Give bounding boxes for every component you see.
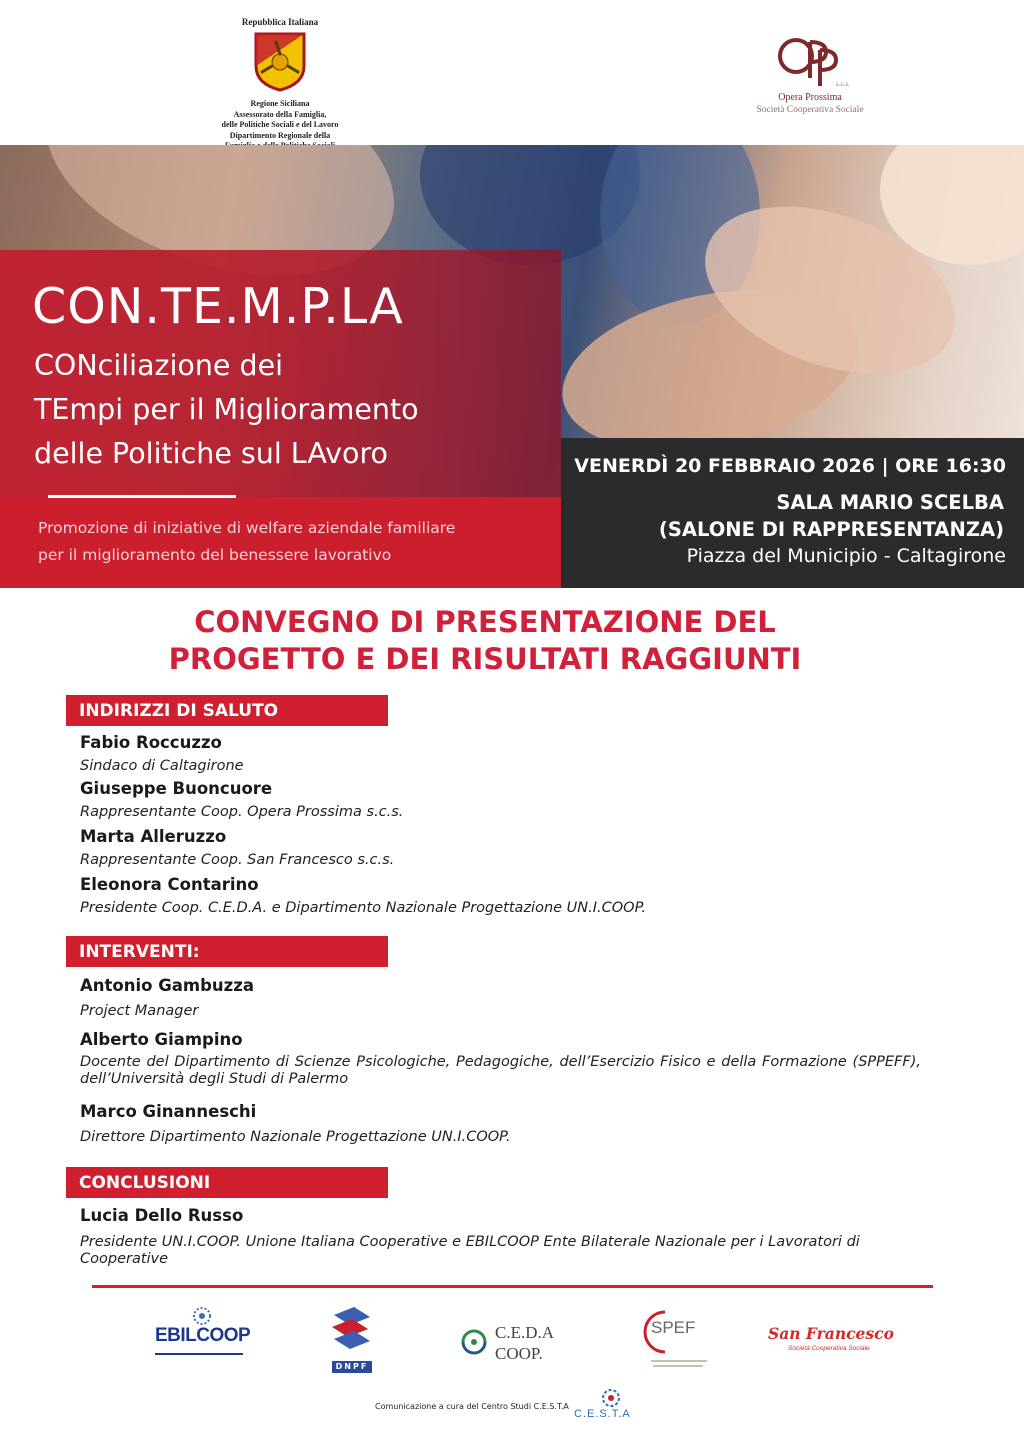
ebilcoop-logo <box>155 1307 250 1363</box>
hero-divider <box>48 495 236 498</box>
dnpf-emblem-icon <box>328 1305 376 1359</box>
trinacria-emblem-icon <box>250 30 310 92</box>
speaker-name: Giuseppe Buoncuore <box>80 779 273 798</box>
sppeff-wordmark: SPEF <box>651 1318 696 1337</box>
project-subtitle-line: delle Politiche sul LAvoro <box>34 437 388 470</box>
ceda-line: C.E.D.A <box>495 1323 555 1342</box>
conference-heading-line: PROGETTO E DEI RISULTATI RAGGIUNTI <box>168 642 802 676</box>
speaker-role: Project Manager <box>80 1003 199 1019</box>
opp-scs-label: s.c.s. <box>836 80 850 88</box>
project-description <box>38 515 538 569</box>
san-francesco-logo <box>768 1324 894 1356</box>
event-address: Piazza del Municipio - Caltagirone <box>686 545 1006 567</box>
ebilcoop-wordmark: EBILCOOP <box>155 1325 251 1346</box>
ceda-wordmark <box>495 1322 554 1364</box>
footer-credit: Comunicazione a cura del Centro Studi C.E.S.T.A <box>375 1402 569 1411</box>
cesta-target-icon <box>596 1388 626 1408</box>
event-venue-line: (SALONE DI RAPPRESENTANZA) <box>658 518 1004 541</box>
event-date-time: VENERDÌ 20 FEBBRAIO 2026 | ORE 16:30 <box>574 455 1006 477</box>
speaker-name: Antonio Gambuzza <box>80 976 254 995</box>
project-subtitle-line: TEmpi per il Miglioramento <box>34 393 419 426</box>
ceda-line: COOP. <box>495 1344 543 1363</box>
event-venue-line: SALA MARIO SCELBA <box>776 491 1004 514</box>
project-description-line: Promozione di iniziative di welfare aziendale familiare <box>38 519 456 537</box>
speaker-name: Lucia Dello Russo <box>80 1206 244 1225</box>
ceda-swirl-icon <box>455 1322 493 1360</box>
region-sicily-logo <box>205 16 355 152</box>
project-subtitle <box>34 344 554 476</box>
ebilcoop-underline <box>155 1353 243 1355</box>
speaker-name: Marta Alleruzzo <box>80 827 227 846</box>
project-description-line: per il miglioramento del benessere lavorativo <box>38 546 392 564</box>
opp-name: Opera Prossima <box>778 92 842 103</box>
ebilcoop-dots-icon <box>188 1307 216 1325</box>
opera-prossima-logo <box>730 34 890 116</box>
speaker-role: Sindaco di Caltagirone <box>80 758 244 774</box>
speaker-name: Fabio Roccuzzo <box>80 733 222 752</box>
project-subtitle-line: CONciliazione dei <box>34 349 284 382</box>
footer-divider <box>92 1285 933 1288</box>
region-line: Assessorato della Famiglia, <box>233 109 327 119</box>
section-header-interventi: INTERVENTI: <box>66 936 388 967</box>
event-venue <box>659 489 1004 543</box>
speaker-role: Rappresentante Coop. Opera Prossima s.c.s. <box>80 804 404 820</box>
san-francesco-wordmark: San Francesco <box>768 1324 894 1343</box>
dnpf-label: DNPF <box>332 1361 372 1373</box>
dnpf-logo <box>328 1305 376 1375</box>
speaker-role: Direttore Dipartimento Nazionale Progettazione UN.I.COOP. <box>80 1129 511 1145</box>
speaker-role: Presidente UN.I.COOP. Unione Italiana Cooperative e EBILCOOP Ente Bilaterale Nazionale per i Lavoratori di Cooperative <box>80 1234 860 1267</box>
section-header-conclusioni: CONCLUSIONI <box>66 1167 388 1198</box>
opp-subtitle: Società Cooperativa Sociale <box>756 105 864 115</box>
region-line: delle Politiche Sociali e del Lavoro <box>221 120 339 130</box>
speaker-role: Docente del Dipartimento di Scienze Psicologiche, Pedagogiche, dell’Esercizio Fisico e della Formazione (SPPEFF), dell’Università degli Studi di Palermo <box>80 1054 921 1087</box>
speaker-name: Marco Ginanneschi <box>80 1102 257 1121</box>
speaker-name: Alberto Giampino <box>80 1030 243 1049</box>
region-line: Regione Siciliana <box>250 99 310 108</box>
region-line: Dipartimento Regionale della <box>229 130 331 140</box>
cesta-logo <box>574 1388 654 1428</box>
cesta-wordmark: C.E.S.T.A <box>574 1408 631 1420</box>
opp-monogram-icon <box>770 34 850 92</box>
speaker-role: Rappresentante Coop. San Francesco s.c.s. <box>80 852 395 868</box>
project-title: CON.TE.M.P.LA <box>32 278 404 335</box>
speaker-name: Eleonora Contarino <box>80 875 259 894</box>
region-republic-label: Repubblica Italiana <box>241 17 319 27</box>
section-header-saluto: INDIRIZZI DI SALUTO <box>66 695 388 726</box>
event-info-panel <box>561 438 1024 588</box>
conference-heading <box>0 604 970 678</box>
conference-heading-line: CONVEGNO DI PRESENTAZIONE DEL <box>194 605 776 639</box>
speaker-role: Presidente Coop. C.E.D.A. e Dipartimento Nazionale Progettazione UN.I.COOP. <box>80 900 646 916</box>
sppeff-logo <box>643 1308 713 1372</box>
san-francesco-subtitle: Società Cooperativa Sociale <box>788 1345 870 1352</box>
ceda-coop-logo <box>455 1320 565 1364</box>
hero-banner <box>0 145 1024 588</box>
